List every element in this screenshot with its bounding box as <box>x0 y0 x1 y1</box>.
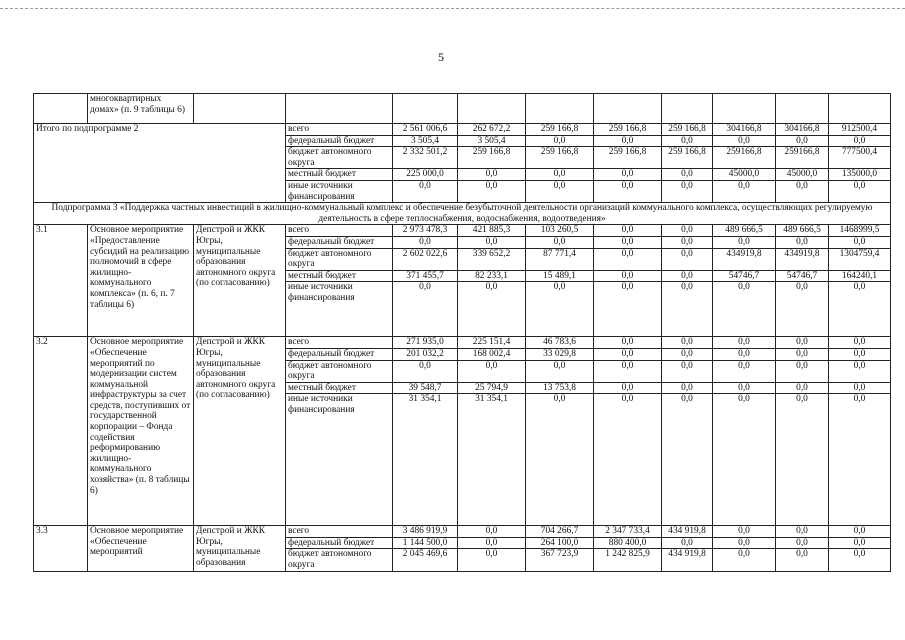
amount-cell: 489 666,5 <box>776 225 829 237</box>
amount-cell: 0,0 <box>458 169 526 181</box>
amount-cell: 164240,1 <box>829 270 891 282</box>
table-row <box>34 526 891 538</box>
amount-cell: 0,0 <box>776 394 829 526</box>
amount-cell: 0,0 <box>594 236 662 248</box>
amount-cell: 0,0 <box>713 394 776 526</box>
amount-cell: 0,0 <box>393 282 458 337</box>
amount-cell: 0,0 <box>776 537 829 549</box>
amount-cell: 259166,8 <box>713 147 776 169</box>
amount-cell: 0,0 <box>526 169 594 181</box>
amount-cell: 2 973 478,3 <box>393 225 458 237</box>
empty-cell <box>662 94 713 124</box>
amount-cell: 103 260,5 <box>526 225 594 237</box>
table-row <box>34 225 891 237</box>
scan-top-edge <box>0 8 905 9</box>
funding-source: бюджет автономного округа <box>286 549 393 571</box>
amount-cell: 0,0 <box>526 180 594 202</box>
activity-number: 3.3 <box>34 526 88 571</box>
amount-cell: 262 672,2 <box>458 124 526 136</box>
amount-cell: 489 666,5 <box>713 225 776 237</box>
amount-cell: 33 029,8 <box>526 348 594 360</box>
amount-cell: 0,0 <box>393 180 458 202</box>
funding-source: федеральный бюджет <box>286 135 393 147</box>
amount-cell: 225 151,4 <box>458 337 526 349</box>
table-row <box>34 337 891 349</box>
amount-cell: 0,0 <box>829 337 891 349</box>
amount-cell: 2 347 733,4 <box>594 526 662 538</box>
funding-source: бюджет автономного округа <box>286 147 393 169</box>
amount-cell: 259 166,8 <box>526 124 594 136</box>
amount-cell: 0,0 <box>458 282 526 337</box>
amount-cell: 0,0 <box>776 382 829 394</box>
amount-cell: 201 032,2 <box>393 348 458 360</box>
amount-cell: 259166,8 <box>776 147 829 169</box>
empty-cell <box>713 94 776 124</box>
amount-cell: 0,0 <box>776 236 829 248</box>
amount-cell: 0,0 <box>829 180 891 202</box>
amount-cell: 0,0 <box>594 135 662 147</box>
amount-cell: 0,0 <box>458 537 526 549</box>
amount-cell: 259 166,8 <box>662 124 713 136</box>
amount-cell: 0,0 <box>526 135 594 147</box>
amount-cell: 0,0 <box>662 135 713 147</box>
amount-cell: 0,0 <box>776 360 829 382</box>
empty-cell <box>829 94 891 124</box>
page-number: 5 <box>438 50 444 64</box>
amount-cell: 0,0 <box>594 169 662 181</box>
activity-number: 3.1 <box>34 225 88 337</box>
table-body <box>34 94 891 572</box>
amount-cell: 0,0 <box>662 180 713 202</box>
amount-cell: 0,0 <box>776 180 829 202</box>
amount-cell: 912500,4 <box>829 124 891 136</box>
amount-cell: 0,0 <box>829 360 891 382</box>
amount-cell: 0,0 <box>713 537 776 549</box>
amount-cell: 0,0 <box>662 282 713 337</box>
funding-source: всего <box>286 124 393 136</box>
amount-cell: 0,0 <box>594 360 662 382</box>
amount-cell: 434 919,8 <box>662 526 713 538</box>
amount-cell: 0,0 <box>776 348 829 360</box>
amount-cell: 0,0 <box>829 348 891 360</box>
amount-cell: 259 166,8 <box>662 147 713 169</box>
amount-cell: 434919,8 <box>776 248 829 270</box>
amount-cell: 0,0 <box>458 180 526 202</box>
amount-cell: 13 753,8 <box>526 382 594 394</box>
amount-cell: 25 794,9 <box>458 382 526 394</box>
subprogram-row <box>34 203 891 225</box>
amount-cell: 0,0 <box>829 236 891 248</box>
amount-cell: 704 266,7 <box>526 526 594 538</box>
funding-source: федеральный бюджет <box>286 348 393 360</box>
funding-source: федеральный бюджет <box>286 537 393 549</box>
amount-cell: 259 166,8 <box>594 147 662 169</box>
amount-cell: 0,0 <box>393 236 458 248</box>
amount-cell: 87 771,4 <box>526 248 594 270</box>
empty-cell <box>526 94 594 124</box>
amount-cell: 0,0 <box>713 282 776 337</box>
table-row <box>34 94 891 124</box>
amount-cell: 0,0 <box>594 382 662 394</box>
amount-cell: 367 723,9 <box>526 549 594 571</box>
amount-cell: 259 166,8 <box>526 147 594 169</box>
amount-cell: 2 332 501,2 <box>393 147 458 169</box>
amount-cell: 339 652,2 <box>458 248 526 270</box>
amount-cell: 0,0 <box>662 248 713 270</box>
amount-cell: 45000,0 <box>713 169 776 181</box>
amount-cell: 3 486 919,9 <box>393 526 458 538</box>
empty-cell <box>776 94 829 124</box>
funding-source: местный бюджет <box>286 270 393 282</box>
amount-cell: 3 505,4 <box>458 135 526 147</box>
amount-cell: 45000,0 <box>776 169 829 181</box>
amount-cell: 264 100,0 <box>526 537 594 549</box>
funding-source: иные источники финансирования <box>286 282 393 337</box>
empty-cell <box>458 94 526 124</box>
amount-cell: 0,0 <box>662 337 713 349</box>
empty-cell <box>594 94 662 124</box>
amount-cell: 1 144 500,0 <box>393 537 458 549</box>
amount-cell: 15 489,1 <box>526 270 594 282</box>
amount-cell: 82 233,1 <box>458 270 526 282</box>
amount-cell: 54746,7 <box>776 270 829 282</box>
amount-cell: 259 166,8 <box>458 147 526 169</box>
amount-cell: 0,0 <box>526 236 594 248</box>
amount-cell: 259 166,8 <box>594 124 662 136</box>
amount-cell: 168 002,4 <box>458 348 526 360</box>
amount-cell: 31 354,1 <box>458 394 526 526</box>
amount-cell: 135000,0 <box>829 169 891 181</box>
amount-cell: 271 935,0 <box>393 337 458 349</box>
amount-cell: 0,0 <box>776 282 829 337</box>
amount-cell: 0,0 <box>776 526 829 538</box>
amount-cell: 0,0 <box>713 236 776 248</box>
amount-cell: 0,0 <box>829 382 891 394</box>
amount-cell: 0,0 <box>829 282 891 337</box>
amount-cell: 0,0 <box>713 348 776 360</box>
amount-cell: 421 885,3 <box>458 225 526 237</box>
amount-cell: 0,0 <box>594 248 662 270</box>
amount-cell: 54746,7 <box>713 270 776 282</box>
amount-cell: 1468999,5 <box>829 225 891 237</box>
amount-cell: 880 400,0 <box>594 537 662 549</box>
activity-number: 3.2 <box>34 337 88 526</box>
amount-cell: 2 045 469,6 <box>393 549 458 571</box>
amount-cell: 304166,8 <box>776 124 829 136</box>
funding-source: иные источники финансирования <box>286 394 393 526</box>
amount-cell: 371 455,7 <box>393 270 458 282</box>
amount-cell: 0,0 <box>458 526 526 538</box>
amount-cell: 0,0 <box>662 225 713 237</box>
funding-source: иные источники финансирования <box>286 180 393 202</box>
responsible-executor: Депстрой и ЖКК Югры, муниципальные образования автономного округа (по согласованию) <box>194 337 286 526</box>
amount-cell: 31 354,1 <box>393 394 458 526</box>
amount-cell: 0,0 <box>776 337 829 349</box>
amount-cell: 0,0 <box>713 337 776 349</box>
empty-cell <box>286 94 393 124</box>
amount-cell: 0,0 <box>594 180 662 202</box>
amount-cell: 0,0 <box>713 526 776 538</box>
activity-name: многоквартирных домах» (п. 9 таблицы 6) <box>88 94 194 124</box>
amount-cell: 39 548,7 <box>393 382 458 394</box>
amount-cell: 0,0 <box>594 282 662 337</box>
amount-cell: 1304759,4 <box>829 248 891 270</box>
amount-cell: 46 783,6 <box>526 337 594 349</box>
amount-cell: 225 000,0 <box>393 169 458 181</box>
amount-cell: 0,0 <box>594 270 662 282</box>
funding-source: всего <box>286 526 393 538</box>
empty-cell <box>194 94 286 124</box>
amount-cell: 0,0 <box>594 225 662 237</box>
amount-cell: 0,0 <box>526 282 594 337</box>
activity-name: Основное мероприятие «Обеспечение мероприятий по модернизации систем коммунальной инфраструктуры за счет средств, поступивших от государственной корпорации – Фонда содействия реформированию жилищно-коммунального хозяйства» (п. 8 таблицы 6) <box>88 337 194 526</box>
amount-cell: 0,0 <box>662 348 713 360</box>
amount-cell: 304166,8 <box>713 124 776 136</box>
funding-source: всего <box>286 337 393 349</box>
amount-cell: 0,0 <box>458 236 526 248</box>
amount-cell: 0,0 <box>662 394 713 526</box>
funding-source: местный бюджет <box>286 382 393 394</box>
empty-cell <box>393 94 458 124</box>
amount-cell: 777500,4 <box>829 147 891 169</box>
amount-cell: 3 505,4 <box>393 135 458 147</box>
amount-cell: 0,0 <box>662 537 713 549</box>
amount-cell: 0,0 <box>458 360 526 382</box>
amount-cell: 0,0 <box>713 549 776 571</box>
amount-cell: 0,0 <box>829 394 891 526</box>
funding-source: всего <box>286 225 393 237</box>
amount-cell: 2 602 022,6 <box>393 248 458 270</box>
amount-cell: 434 919,8 <box>662 549 713 571</box>
subtotal-label: Итого по подпрограмме 2 <box>34 124 286 203</box>
amount-cell: 0,0 <box>526 394 594 526</box>
amount-cell: 0,0 <box>526 360 594 382</box>
amount-cell: 434919,8 <box>713 248 776 270</box>
amount-cell: 0,0 <box>662 169 713 181</box>
subprogram-title: Подпрограмма 3 «Поддержка частных инвестиций в жилищно-коммунальный комплекс и обеспечение безубыточной деятельности организаций коммунального комплекса, осуществляющих регулируемую деятельность в сфере теплоснабжения, водоснабжения, водоотведения» <box>34 203 891 225</box>
amount-cell: 0,0 <box>713 382 776 394</box>
amount-cell: 0,0 <box>458 549 526 571</box>
amount-cell: 0,0 <box>594 337 662 349</box>
budget-table <box>33 93 891 572</box>
amount-cell: 0,0 <box>713 360 776 382</box>
responsible-executor: Депстрой и ЖКК Югры, муниципальные образования <box>194 526 286 571</box>
funding-source: бюджет автономного округа <box>286 248 393 270</box>
amount-cell: 0,0 <box>662 270 713 282</box>
amount-cell: 0,0 <box>713 135 776 147</box>
empty-cell <box>34 94 88 124</box>
activity-name: Основное мероприятие «Предоставление субсидий на реализацию полномочий в сфере жилищно-коммунального комплекса» (п. 6, п. 7 таблицы 6) <box>88 225 194 337</box>
funding-source: местный бюджет <box>286 169 393 181</box>
amount-cell: 0,0 <box>829 526 891 538</box>
amount-cell: 0,0 <box>776 549 829 571</box>
amount-cell: 0,0 <box>594 394 662 526</box>
responsible-executor: Депстрой и ЖКК Югры, муниципальные образования автономного округа (по согласованию) <box>194 225 286 337</box>
table-row <box>34 124 891 136</box>
amount-cell: 0,0 <box>662 360 713 382</box>
amount-cell: 0,0 <box>829 135 891 147</box>
funding-source: федеральный бюджет <box>286 236 393 248</box>
amount-cell: 0,0 <box>829 537 891 549</box>
amount-cell: 1 242 825,9 <box>594 549 662 571</box>
amount-cell: 0,0 <box>662 236 713 248</box>
amount-cell: 0,0 <box>713 180 776 202</box>
funding-source: бюджет автономного округа <box>286 360 393 382</box>
amount-cell: 0,0 <box>662 382 713 394</box>
amount-cell: 0,0 <box>594 348 662 360</box>
activity-name: Основное мероприятие «Обеспечение мероприятий <box>88 526 194 571</box>
amount-cell: 0,0 <box>393 360 458 382</box>
amount-cell: 2 561 006,6 <box>393 124 458 136</box>
amount-cell: 0,0 <box>776 135 829 147</box>
amount-cell: 0,0 <box>829 549 891 571</box>
